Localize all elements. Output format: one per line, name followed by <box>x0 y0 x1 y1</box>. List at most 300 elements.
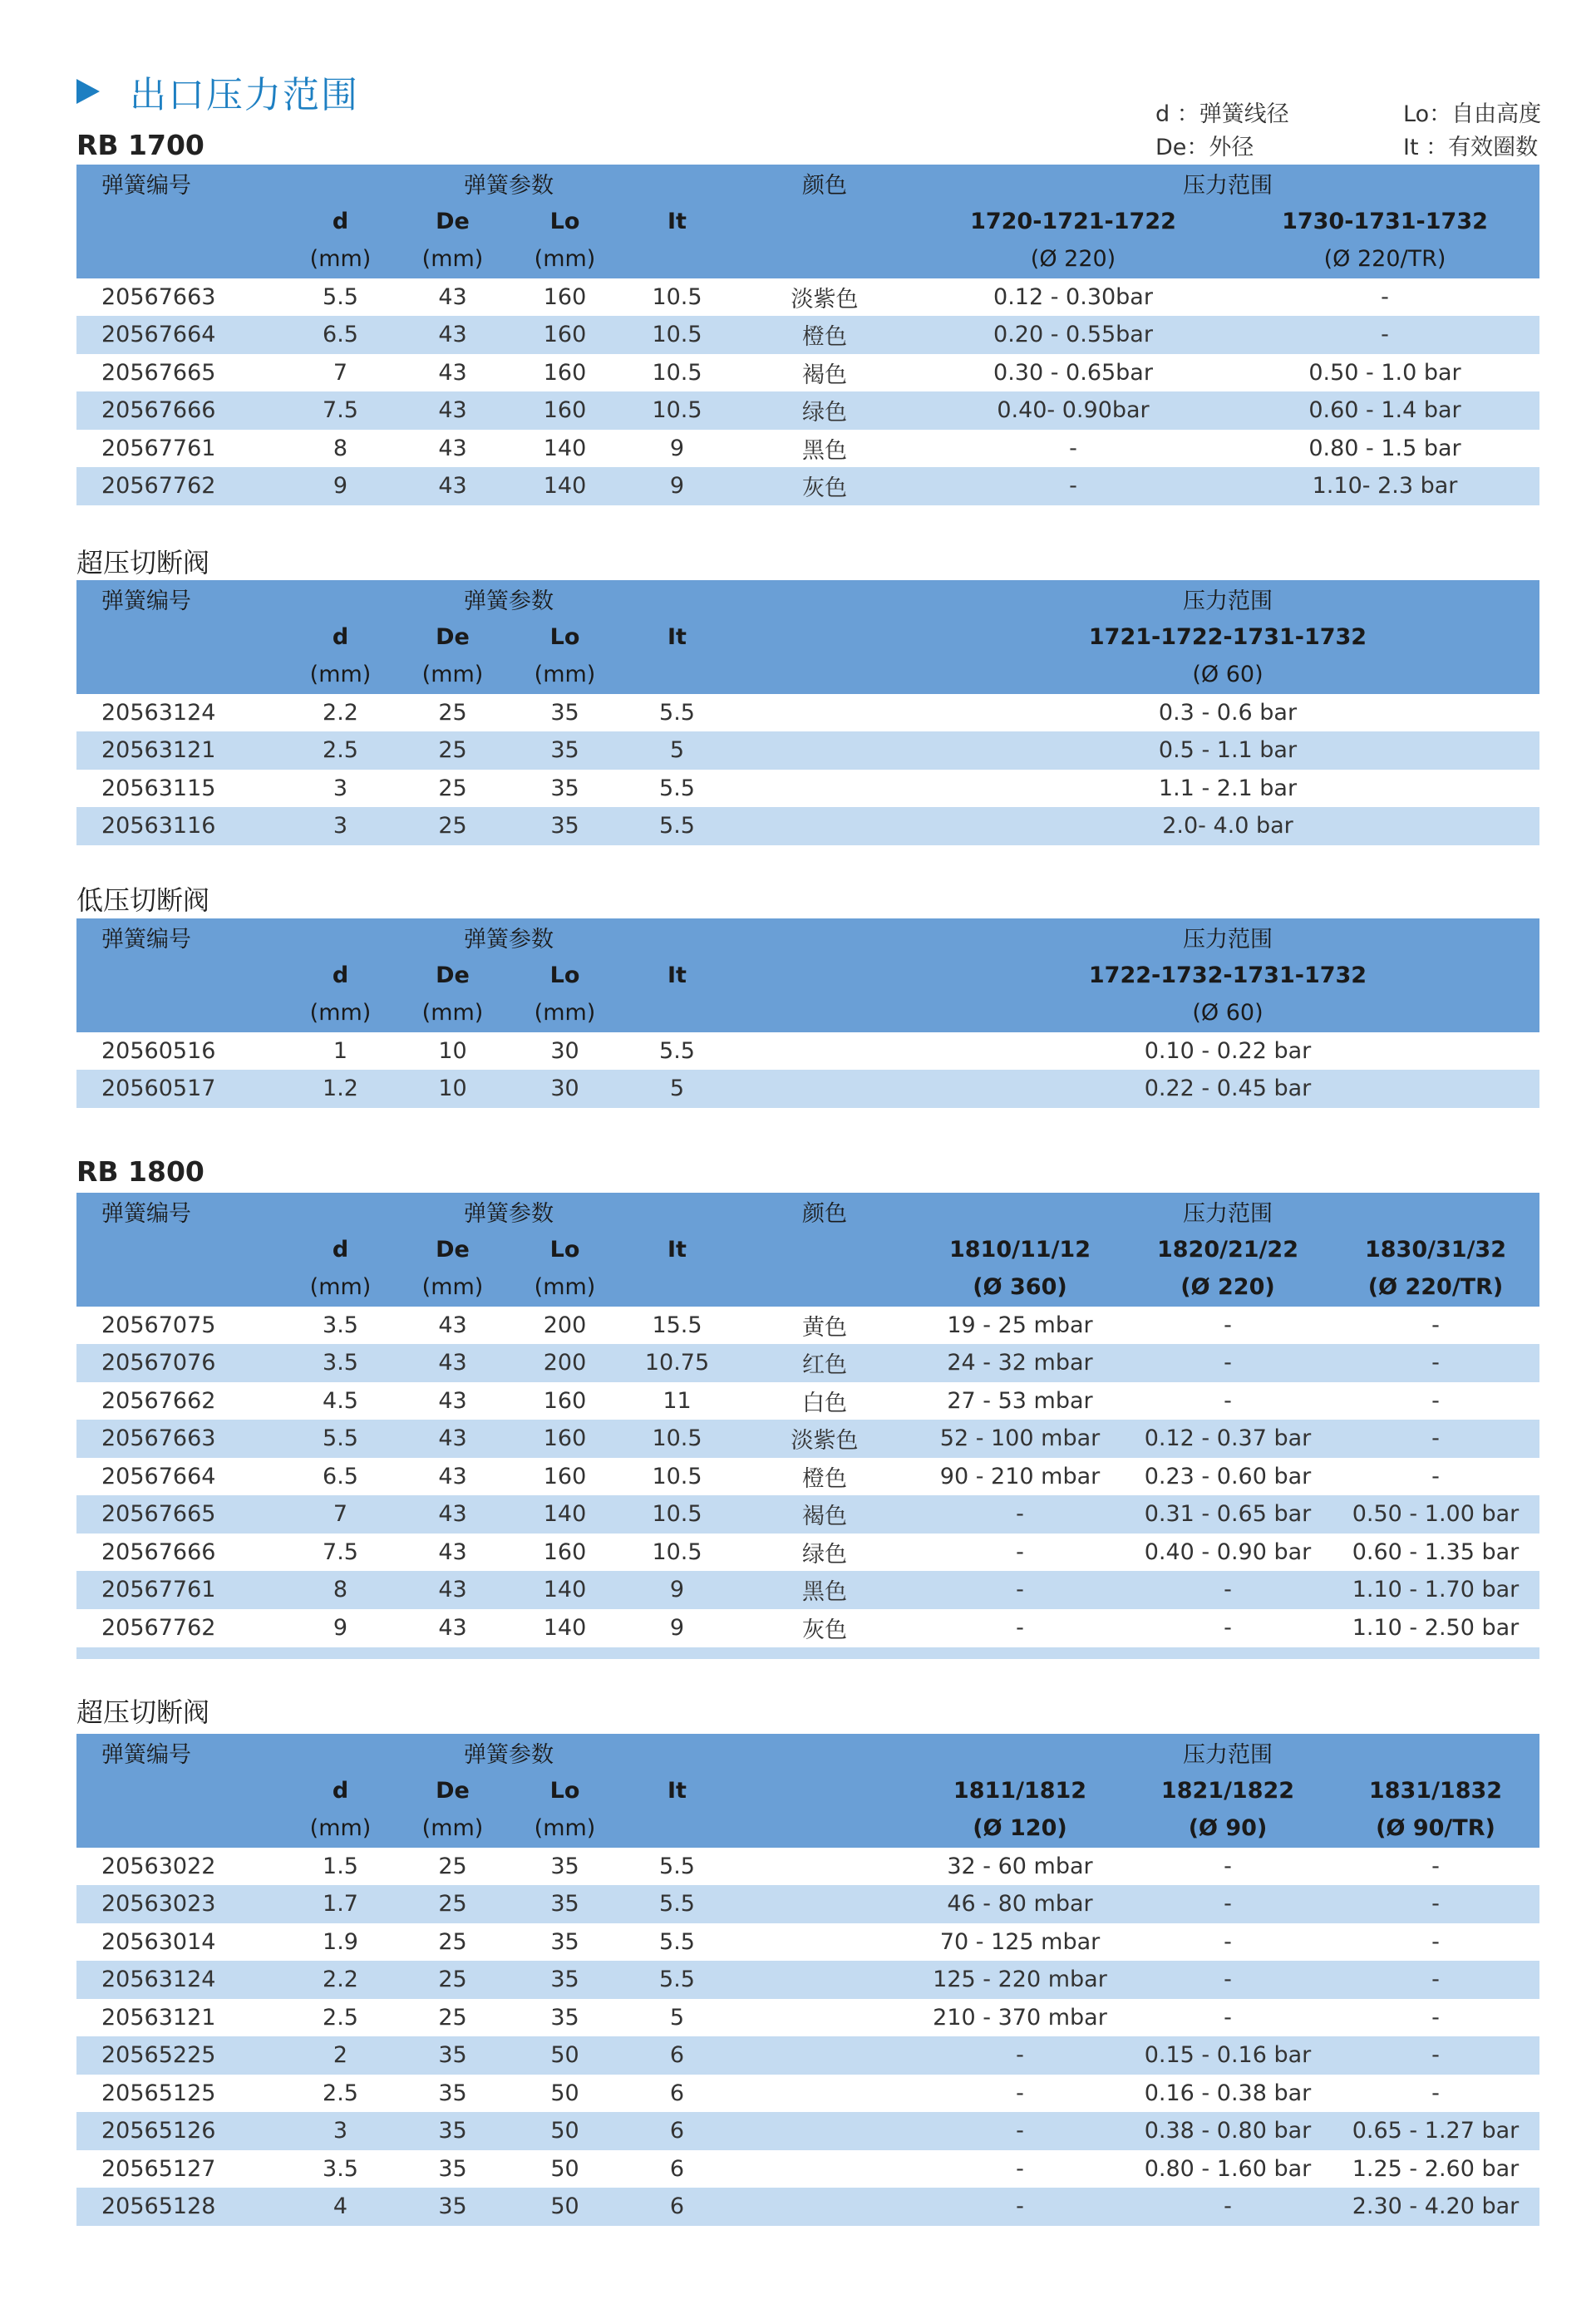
table-cell: 绿色 <box>733 391 916 430</box>
page-title-text: 出口压力范围 <box>130 74 359 116</box>
header-color: 颜色 <box>733 1193 916 1231</box>
table-cell: 35 <box>509 1961 621 1999</box>
header-unit: (mm) <box>397 994 509 1032</box>
header-it: It <box>621 1772 733 1810</box>
table-cell: 6.5 <box>284 316 397 354</box>
header-spring-no: 弹簧编号 <box>76 918 284 957</box>
header-spring-params: 弹簧参数 <box>284 918 733 957</box>
table-cell: 10.5 <box>621 391 733 430</box>
table-cell: 210 - 370 mbar <box>916 1999 1124 2037</box>
header-unit: (mm) <box>397 240 509 278</box>
table-cell: 褐色 <box>733 354 916 392</box>
spacer-cell <box>733 1885 916 1923</box>
header-unit: (mm) <box>397 1268 509 1307</box>
table-row <box>76 1420 1539 1458</box>
table-cell: - <box>916 1609 1124 1647</box>
table-cell: 1.10 - 1.70 bar <box>1332 1571 1539 1609</box>
table-cell: 灰色 <box>733 1609 916 1647</box>
table-cell: - <box>1124 1382 1332 1420</box>
table-row <box>76 2036 1539 2075</box>
table-cell: 10.5 <box>621 316 733 354</box>
table-cell: 1.5 <box>284 1848 397 1886</box>
spring-code-cell: 20567665 <box>76 354 284 392</box>
header-col: 1730-1731-1732 <box>1230 203 1539 241</box>
header-it: It <box>621 203 733 241</box>
table-cell: - <box>916 430 1230 468</box>
table-cell: 5 <box>621 731 733 770</box>
table-row <box>76 1032 1539 1071</box>
spring-code-cell: 20563115 <box>76 770 284 808</box>
spacer-cell <box>733 807 916 845</box>
table-cell: 10.75 <box>621 1344 733 1382</box>
table-cell: 35 <box>397 2112 509 2150</box>
table-cell: 43 <box>397 1420 509 1458</box>
spring-code-cell: 20567762 <box>76 1609 284 1647</box>
table-cell: - <box>1124 1848 1332 1886</box>
header-unit: (mm) <box>397 656 509 694</box>
table-cell: 35 <box>509 770 621 808</box>
table-cell: 200 <box>509 1307 621 1345</box>
header-subcol: (Ø 90/TR) <box>1332 1809 1539 1848</box>
spacer-cell <box>733 1999 916 2037</box>
spring-code-cell: 20565225 <box>76 2036 284 2075</box>
legend-d: d ：弹簧线径 <box>1155 101 1289 127</box>
header-spring-no: 弹簧编号 <box>76 165 284 203</box>
table-cell: 3.5 <box>284 1307 397 1345</box>
table-row <box>76 354 1539 392</box>
table-cell: 25 <box>397 731 509 770</box>
spring-code-cell: 20563014 <box>76 1923 284 1962</box>
table-cell: 5.5 <box>621 1848 733 1886</box>
table-cell: 160 <box>509 1420 621 1458</box>
header-unit: (mm) <box>509 1809 621 1848</box>
header-col: 1811/1812 <box>916 1772 1124 1810</box>
table-cell: 25 <box>397 694 509 732</box>
table-cell: 160 <box>509 354 621 392</box>
table-cell: 140 <box>509 1571 621 1609</box>
table-cell: 35 <box>509 1923 621 1962</box>
table-cell: 43 <box>397 316 509 354</box>
header-lo: Lo <box>509 957 621 995</box>
table-cell: 6 <box>621 2036 733 2075</box>
table-cell: 0.22 - 0.45 bar <box>916 1070 1539 1108</box>
table-cell: 0.5 - 1.1 bar <box>916 731 1539 770</box>
table-cell: 30 <box>509 1070 621 1108</box>
table-cell: 5.5 <box>621 694 733 732</box>
table-cell: 43 <box>397 278 509 317</box>
table-cell: 5.5 <box>621 1923 733 1962</box>
spring-code-cell: 20563121 <box>76 731 284 770</box>
table-cell: 35 <box>397 2036 509 2075</box>
table-cell: 25 <box>397 1848 509 1886</box>
table-cell: 10.5 <box>621 354 733 392</box>
legend-left <box>1155 98 1289 165</box>
table-cell: - <box>1332 1885 1539 1923</box>
spring-code-cell: 20563023 <box>76 1885 284 1923</box>
table-cell: - <box>1332 1382 1539 1420</box>
table-row <box>76 391 1539 430</box>
table-cell: 0.12 - 0.37 bar <box>1124 1420 1332 1458</box>
spring-code-cell: 20563124 <box>76 694 284 732</box>
header-spring-params: 弹簧参数 <box>284 1734 733 1772</box>
table-cell: 10 <box>397 1032 509 1071</box>
table-cell: 25 <box>397 1885 509 1923</box>
table-cell: 25 <box>397 1923 509 1962</box>
table-cell: 43 <box>397 1495 509 1534</box>
table-cell: 2.0- 4.0 bar <box>916 807 1539 845</box>
table-cell: 5 <box>621 1070 733 1108</box>
header-d: d <box>284 1231 397 1269</box>
table-cell: 5.5 <box>284 278 397 317</box>
header-de: De <box>397 618 509 657</box>
table-cell: 2.2 <box>284 1961 397 1999</box>
table-cell: 30 <box>509 1032 621 1071</box>
header-unit: (mm) <box>397 1809 509 1848</box>
table-cell: 0.40- 0.90bar <box>916 391 1230 430</box>
table-row <box>76 2150 1539 2188</box>
header-subcol: (Ø 60) <box>916 994 1539 1032</box>
table-cell: 0.80 - 1.60 bar <box>1124 2150 1332 2188</box>
table-cell: 6 <box>621 2112 733 2150</box>
table-cell: 35 <box>509 1848 621 1886</box>
table-cell: - <box>1332 1307 1539 1345</box>
section-title-rb1700: RB 1700 <box>76 129 204 161</box>
table-cell: - <box>916 467 1230 505</box>
table-cell: - <box>1230 278 1539 317</box>
table-cell: 35 <box>509 1885 621 1923</box>
table-cell: 0.12 - 0.30bar <box>916 278 1230 317</box>
header-spring-no: 弹簧编号 <box>76 580 284 618</box>
table-cell: 19 - 25 mbar <box>916 1307 1124 1345</box>
header-color: 颜色 <box>733 165 916 203</box>
table-row <box>76 278 1539 317</box>
table-cell: 125 - 220 mbar <box>916 1961 1124 1999</box>
table-cell: 1.7 <box>284 1885 397 1923</box>
table-cell: - <box>1332 1848 1539 1886</box>
header-subcol: (Ø 220) <box>916 240 1230 278</box>
table-cell: 5.5 <box>621 1885 733 1923</box>
table-cell: 5.5 <box>621 770 733 808</box>
table-cell: 白色 <box>733 1382 916 1420</box>
header-pressure-range: 压力范围 <box>916 580 1539 618</box>
spacer-cell <box>733 1848 916 1886</box>
table-cell: 2.2 <box>284 694 397 732</box>
header-spring-params: 弹簧参数 <box>284 165 733 203</box>
spring-code-cell: 20563124 <box>76 1961 284 1999</box>
table-cell: 35 <box>509 694 621 732</box>
table-cell: 0.80 - 1.5 bar <box>1230 430 1539 468</box>
table-cell: 黑色 <box>733 1571 916 1609</box>
table-cell: - <box>1124 1961 1332 1999</box>
table-cell: 50 <box>509 2188 621 2226</box>
table-cell: 160 <box>509 1534 621 1572</box>
legend-de: De：外径 <box>1155 135 1254 160</box>
header-subcol: (Ø 220/TR) <box>1332 1268 1539 1307</box>
table-cell: 1.2 <box>284 1070 397 1108</box>
spacer-cell <box>733 2112 916 2150</box>
table-cell: 9 <box>621 1571 733 1609</box>
spring-code-cell: 20567761 <box>76 430 284 468</box>
header-col: 1721-1722-1731-1732 <box>916 618 1539 657</box>
spring-code-cell: 20565127 <box>76 2150 284 2188</box>
header-pressure-range: 压力范围 <box>916 1193 1539 1231</box>
spring-code-cell: 20565125 <box>76 2075 284 2113</box>
table-row <box>76 316 1539 354</box>
table-cell: 7.5 <box>284 1534 397 1572</box>
spring-code-cell: 20560516 <box>76 1032 284 1071</box>
table-row <box>76 2188 1539 2226</box>
table-cell: - <box>916 2112 1124 2150</box>
table-cell: 25 <box>397 770 509 808</box>
table-cell: 7.5 <box>284 391 397 430</box>
table-cell: 160 <box>509 1458 621 1496</box>
table-bottom-bar <box>76 1647 1539 1659</box>
table-row <box>76 1961 1539 1999</box>
header-unit: (mm) <box>284 240 397 278</box>
table-cell: 0.60 - 1.4 bar <box>1230 391 1539 430</box>
table-cell: 5.5 <box>621 807 733 845</box>
legend-it: It ：有效圈数 <box>1403 135 1539 160</box>
table-cell: 25 <box>397 1999 509 2037</box>
spacer-cell <box>733 1923 916 1962</box>
table-cell: 2.30 - 4.20 bar <box>1332 2188 1539 2226</box>
table-cell: 1 <box>284 1032 397 1071</box>
section-title-rb1800: RB 1800 <box>76 1155 204 1188</box>
table-cell: 红色 <box>733 1344 916 1382</box>
spacer-cell <box>733 1070 916 1108</box>
table-cell: 43 <box>397 1307 509 1345</box>
header-de: De <box>397 957 509 995</box>
spacer-cell <box>733 2188 916 2226</box>
table-cell: - <box>1332 1420 1539 1458</box>
table-row <box>76 1344 1539 1382</box>
header-subcol: (Ø 220/TR) <box>1230 240 1539 278</box>
spring-code-cell: 20567664 <box>76 1458 284 1496</box>
table-cell: - <box>916 2075 1124 2113</box>
table-cell: 9 <box>621 1609 733 1647</box>
table-cell: 35 <box>397 2150 509 2188</box>
table-cell: 0.3 - 0.6 bar <box>916 694 1539 732</box>
table-cell: 橙色 <box>733 316 916 354</box>
table-cell: - <box>916 2150 1124 2188</box>
table-cell: 10.5 <box>621 1458 733 1496</box>
table-row <box>76 1885 1539 1923</box>
header-spring-params: 弹簧参数 <box>284 1193 733 1231</box>
header-unit: (mm) <box>284 1809 397 1848</box>
header-subcol: (Ø 120) <box>916 1809 1124 1848</box>
table-cell: 32 - 60 mbar <box>916 1848 1124 1886</box>
table-cell: 1.10 - 2.50 bar <box>1332 1609 1539 1647</box>
table-rb1700 <box>76 165 1539 505</box>
table-cell: 90 - 210 mbar <box>916 1458 1124 1496</box>
table-cell: 5 <box>621 1999 733 2037</box>
header-it: It <box>621 957 733 995</box>
spring-code-cell: 20567666 <box>76 391 284 430</box>
table-cell: 0.60 - 1.35 bar <box>1332 1534 1539 1572</box>
table-row <box>76 1609 1539 1647</box>
table-cell: 0.50 - 1.0 bar <box>1230 354 1539 392</box>
table-cell: 6 <box>621 2075 733 2113</box>
spring-code-cell: 20567663 <box>76 278 284 317</box>
table-cell: 黑色 <box>733 430 916 468</box>
header-unit: (mm) <box>284 656 397 694</box>
header-spring-params: 弹簧参数 <box>284 580 733 618</box>
table-cell: 27 - 53 mbar <box>916 1382 1124 1420</box>
legend-lo: Lo：自由高度 <box>1403 101 1542 127</box>
header-de: De <box>397 1231 509 1269</box>
table-cell: 灰色 <box>733 467 916 505</box>
table-cell: 4.5 <box>284 1382 397 1420</box>
table-row <box>76 1848 1539 1886</box>
table-cell: - <box>1332 1458 1539 1496</box>
table-cell: 4 <box>284 2188 397 2226</box>
table-cell: 43 <box>397 391 509 430</box>
spacer-cell <box>733 2036 916 2075</box>
header-spring-no: 弹簧编号 <box>76 1193 284 1231</box>
table-cell: 160 <box>509 1382 621 1420</box>
table-cell: 25 <box>397 807 509 845</box>
spring-code-cell: 20567664 <box>76 316 284 354</box>
table-row <box>76 1923 1539 1962</box>
table-row <box>76 1999 1539 2037</box>
table-cell: 43 <box>397 1458 509 1496</box>
table-cell: 5.5 <box>284 1420 397 1458</box>
table-cell: 淡紫色 <box>733 278 916 317</box>
header-col: 1830/31/32 <box>1332 1231 1539 1269</box>
table-cell: 黄色 <box>733 1307 916 1345</box>
table-cell: 140 <box>509 430 621 468</box>
spacer-cell <box>733 1961 916 1999</box>
table-cell: 43 <box>397 1382 509 1420</box>
table-row <box>76 1070 1539 1108</box>
table-cell: 1.10- 2.3 bar <box>1230 467 1539 505</box>
header-unit: (mm) <box>509 1268 621 1307</box>
header-unit: (mm) <box>509 994 621 1032</box>
table-row <box>76 1307 1539 1345</box>
header-d: d <box>284 618 397 657</box>
table-cell: - <box>916 1571 1124 1609</box>
table-rb1800 <box>76 1193 1539 1647</box>
table-cell: 褐色 <box>733 1495 916 1534</box>
table-row <box>76 1571 1539 1609</box>
header-subcol: (Ø 60) <box>916 656 1539 694</box>
table-cell: 1.9 <box>284 1923 397 1962</box>
header-de: De <box>397 1772 509 1810</box>
table-cell: 3 <box>284 807 397 845</box>
table-cell: 橙色 <box>733 1458 916 1496</box>
header-lo: Lo <box>509 1231 621 1269</box>
header-col: 1722-1732-1731-1732 <box>916 957 1539 995</box>
table-cell: 50 <box>509 2075 621 2113</box>
table-cell: 35 <box>509 807 621 845</box>
legend-right <box>1403 98 1541 165</box>
table-row <box>76 807 1539 845</box>
spacer-cell <box>733 694 916 732</box>
header-col: 1821/1822 <box>1124 1772 1332 1810</box>
table-cell: - <box>1332 1344 1539 1382</box>
table-cell: 5.5 <box>621 1032 733 1071</box>
table-cell: 160 <box>509 316 621 354</box>
table-cell: 160 <box>509 278 621 317</box>
table-cell: - <box>1332 1961 1539 1999</box>
table-cell: - <box>1124 1307 1332 1345</box>
table-cell: - <box>916 1534 1124 1572</box>
header-d: d <box>284 203 397 241</box>
table-cell: 70 - 125 mbar <box>916 1923 1124 1962</box>
table-cell: - <box>916 2036 1124 2075</box>
table-cell: 0.10 - 0.22 bar <box>916 1032 1539 1071</box>
spring-code-cell: 20563121 <box>76 1999 284 2037</box>
table-cell: 10.5 <box>621 1495 733 1534</box>
table-cell: 10.5 <box>621 1420 733 1458</box>
table-cell: 43 <box>397 1571 509 1609</box>
table-cell: 2 <box>284 2036 397 2075</box>
table-cell: - <box>1124 1999 1332 2037</box>
table-cell: 0.38 - 0.80 bar <box>1124 2112 1332 2150</box>
spring-code-cell: 20563116 <box>76 807 284 845</box>
table-cell: - <box>916 1495 1124 1534</box>
spring-code-cell: 20567075 <box>76 1307 284 1345</box>
table-cell: 5.5 <box>621 1961 733 1999</box>
table-cell: 43 <box>397 467 509 505</box>
table-cell: 43 <box>397 1344 509 1382</box>
spacer-cell <box>733 2150 916 2188</box>
table-cell: 6 <box>621 2150 733 2188</box>
table-cell: 10 <box>397 1070 509 1108</box>
header-lo: Lo <box>509 203 621 241</box>
table-cell: - <box>1124 1885 1332 1923</box>
table-cell: 140 <box>509 467 621 505</box>
header-unit: (mm) <box>509 240 621 278</box>
table-cell: 35 <box>397 2188 509 2226</box>
spring-code-cell: 20567762 <box>76 467 284 505</box>
spring-code-cell: 20565126 <box>76 2112 284 2150</box>
spring-code-cell: 20567076 <box>76 1344 284 1382</box>
table-cell: 3 <box>284 770 397 808</box>
table-cell: 9 <box>621 467 733 505</box>
table-cell: 200 <box>509 1344 621 1382</box>
table-row <box>76 1534 1539 1572</box>
table-cell: 8 <box>284 1571 397 1609</box>
header-subcol: (Ø 220) <box>1124 1268 1332 1307</box>
header-de: De <box>397 203 509 241</box>
table-cell: - <box>1332 1999 1539 2037</box>
table-cell: - <box>1332 1923 1539 1962</box>
table-cell: 35 <box>509 1999 621 2037</box>
table-row <box>76 694 1539 732</box>
section-title-rb1700-under: 低压切断阀 <box>76 884 210 916</box>
table-cell: 43 <box>397 354 509 392</box>
table-row <box>76 430 1539 468</box>
table-cell: 9 <box>284 1609 397 1647</box>
header-lo: Lo <box>509 618 621 657</box>
header-pressure-range: 压力范围 <box>916 165 1539 203</box>
table-cell: 11 <box>621 1382 733 1420</box>
table-cell: 9 <box>284 467 397 505</box>
header-subcol: (Ø 90) <box>1124 1809 1332 1848</box>
table-cell: 160 <box>509 391 621 430</box>
table-cell: 0.50 - 1.00 bar <box>1332 1495 1539 1534</box>
table-cell: 35 <box>397 2075 509 2113</box>
table-cell: 50 <box>509 2036 621 2075</box>
table-cell: 15.5 <box>621 1307 733 1345</box>
table-cell: 7 <box>284 1495 397 1534</box>
spring-code-cell: 20565128 <box>76 2188 284 2226</box>
table-cell: 6 <box>621 2188 733 2226</box>
table-cell: 6.5 <box>284 1458 397 1496</box>
spring-code-cell: 20560517 <box>76 1070 284 1108</box>
header-col: 1831/1832 <box>1332 1772 1539 1810</box>
